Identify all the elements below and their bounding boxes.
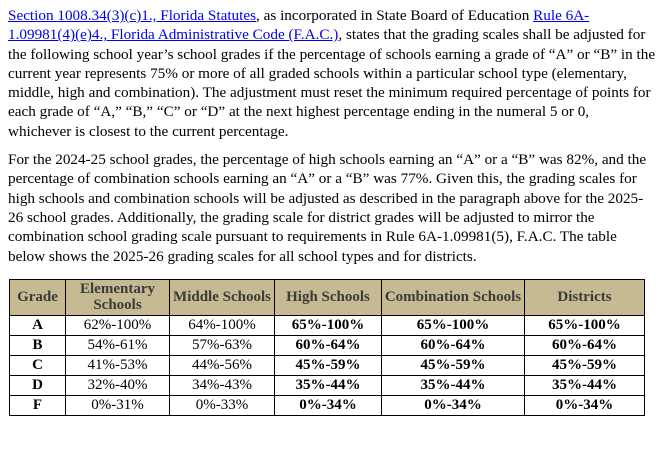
paragraph-text: , as incorporated in State Board of Education xyxy=(256,7,534,24)
range-cell: 32%-40% xyxy=(66,375,170,395)
document-body xyxy=(8,6,656,416)
range-cell: 60%-64% xyxy=(275,335,382,355)
range-cell: 60%-64% xyxy=(525,335,645,355)
range-cell: 0%-31% xyxy=(66,395,170,415)
column-header: High Schools xyxy=(275,279,382,315)
grade-cell: B xyxy=(10,335,66,355)
table-body xyxy=(10,315,645,415)
grade-cell: D xyxy=(10,375,66,395)
range-cell: 35%-44% xyxy=(525,375,645,395)
range-cell: 41%-53% xyxy=(66,355,170,375)
range-cell: 0%-34% xyxy=(525,395,645,415)
range-cell: 0%-34% xyxy=(275,395,382,415)
range-cell: 0%-33% xyxy=(170,395,275,415)
range-cell: 0%-34% xyxy=(382,395,525,415)
table-row xyxy=(10,375,645,395)
range-cell: 44%-56% xyxy=(170,355,275,375)
range-cell: 65%-100% xyxy=(275,315,382,335)
table-row xyxy=(10,355,645,375)
range-cell: 45%-59% xyxy=(382,355,525,375)
table-row xyxy=(10,315,645,335)
column-header: Elementary Schools xyxy=(66,279,170,315)
range-cell: 35%-44% xyxy=(382,375,525,395)
table-row xyxy=(10,335,645,355)
grading-scales-table xyxy=(9,279,645,416)
range-cell: 60%-64% xyxy=(382,335,525,355)
range-cell: 65%-100% xyxy=(382,315,525,335)
column-header: Districts xyxy=(525,279,645,315)
range-cell: 54%-61% xyxy=(66,335,170,355)
range-cell: 45%-59% xyxy=(275,355,382,375)
paragraph xyxy=(8,6,656,141)
paragraphs-container xyxy=(8,6,656,266)
grade-cell: A xyxy=(10,315,66,335)
table-row xyxy=(10,395,645,415)
paragraph xyxy=(8,150,656,266)
statute-link[interactable]: Rule 6A-1.09981(4)(e)4., Florida Administrative Code (F.A.C.) xyxy=(8,7,590,44)
column-header: Middle Schools xyxy=(170,279,275,315)
paragraph-text: , states that the grading scales shall be adjusted for the following school year’s school grades if the percentage of schools earning a grade of “A” or “B” in the current year represents 75% or more of all graded schools within a particular school type (elementary, middle, high and combination). The adjustment must reset the minimum required percentage of points for each grade of “A,” “B,” “C” or “D” at the next highest percentage ending in the numeral 5 or 0, whichever is closest to the current percentage. xyxy=(8,26,656,140)
range-cell: 34%-43% xyxy=(170,375,275,395)
range-cell: 45%-59% xyxy=(525,355,645,375)
column-header: Combination Schools xyxy=(382,279,525,315)
range-cell: 64%-100% xyxy=(170,315,275,335)
statute-link[interactable]: Section 1008.34(3)(c)1., Florida Statutes xyxy=(8,7,257,24)
table-header-row xyxy=(10,279,645,315)
column-header: Grade xyxy=(10,279,66,315)
range-cell: 62%-100% xyxy=(66,315,170,335)
grade-cell: F xyxy=(10,395,66,415)
grade-cell: C xyxy=(10,355,66,375)
range-cell: 57%-63% xyxy=(170,335,275,355)
paragraph-text: For the 2024-25 school grades, the percentage of high schools earning an “A” or a “B” was 82%, and the percentage of combination schools earning an “A” or a “B” was 77%. Given this, the grading scales for high schools and combination schools will be adjusted as described in the paragraph above for the 2025-26 school grades. Additionally, the grading scale for district grades will be adjusted to mirror the combination school grading scale pursuant to requirements in Rule 6A-1.09981(5), F.A.C. The table below shows the 2025-26 grading scales for all school types and for districts. xyxy=(8,151,647,265)
range-cell: 65%-100% xyxy=(525,315,645,335)
range-cell: 35%-44% xyxy=(275,375,382,395)
